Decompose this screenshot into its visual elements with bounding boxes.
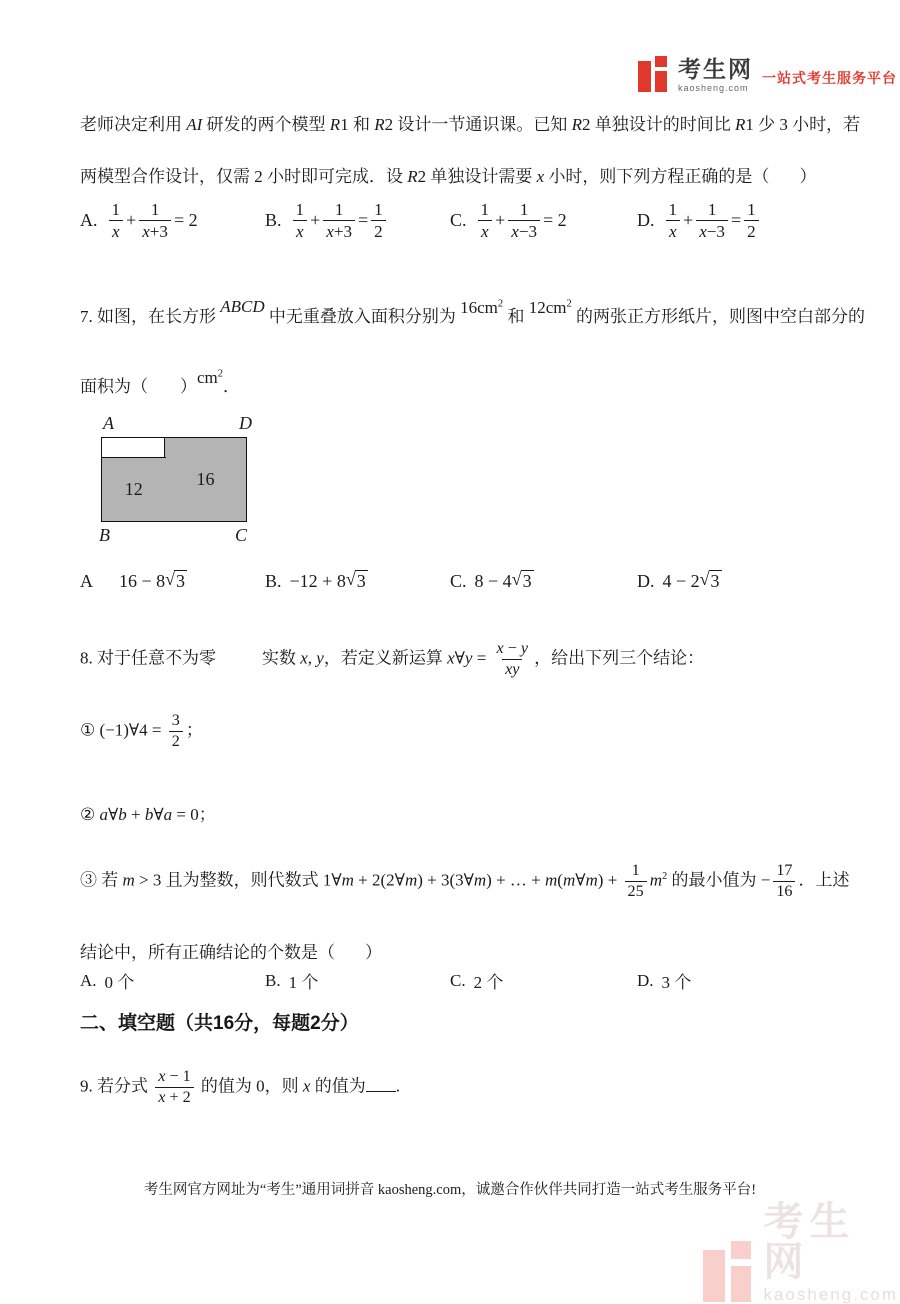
option-expression: 16 − 8 √ 3 xyxy=(119,569,186,591)
q7-text-line2: 面积为（ ）$cm^2$． xyxy=(80,368,241,396)
figure-corner-a: A xyxy=(103,413,114,433)
kaosheng-logo-icon xyxy=(638,56,669,93)
q8-option-c xyxy=(450,968,503,993)
option-label: A. xyxy=(80,970,97,990)
option-expression: $\frac{1}{x}$ + $\frac{1}{x-3}$ = 2 xyxy=(475,200,567,241)
q9-text-line: 9. 若分式 $\frac{x - 1}{x + 2}$ 的值为 0，则 x 的值为 . xyxy=(80,1068,400,1107)
brand-tagline: 一站式考生服务平台 xyxy=(762,70,897,86)
brand-text xyxy=(678,58,753,93)
option-expression: $\frac{1}{x}$ + $\frac{1}{x+3}$ = $\frac{1}{2}$ xyxy=(290,200,389,241)
kaosheng-watermark-icon xyxy=(703,1241,752,1303)
option-label: B. xyxy=(265,970,281,990)
figure-corner-b: B xyxy=(99,525,110,545)
option-expression: 1 个 xyxy=(288,973,319,992)
brand-domain: kaosheng.com xyxy=(678,83,749,93)
square-area-12: 12 xyxy=(102,457,166,521)
q8-option-d xyxy=(637,968,691,993)
q8-text-line1: 8. 对于任意不为零 实数 x, y，若定义新运算 x∀y = $\frac{x - y}{xy}$ ，给出下列三个结论： xyxy=(80,640,705,679)
option-expression: −12 + 8 √ 3 xyxy=(289,569,366,591)
option-label: B. xyxy=(265,210,282,231)
option-label: C. xyxy=(450,570,467,591)
option-expression: 4 − 2 √ 3 xyxy=(662,569,720,591)
q7-rectangle-figure xyxy=(95,413,275,548)
option-label: A xyxy=(80,570,93,591)
watermark-text xyxy=(763,1202,900,1303)
q6-option-c xyxy=(450,200,567,241)
option-expression: 2 个 xyxy=(473,973,504,992)
option-label: C. xyxy=(450,210,467,231)
q8-option-b xyxy=(265,968,318,993)
kaosheng-logo xyxy=(638,56,897,93)
footer-slogan: 考生网官方网址为“考生”通用词拼音 kaosheng.com，诚邀合作伙伴共同打造一站式考生服务平台! xyxy=(143,1182,757,1198)
q7-option-b xyxy=(265,570,368,593)
q8-closing-line: 结论中，所有正确结论的个数是（ ） xyxy=(80,943,382,962)
watermark-brand-name: 考生网 xyxy=(763,1200,856,1284)
q6-text-line2: 两模型合作设计，仅需 2 小时即可完成．设 R2 单独设计需要 x 小时，则下列方程正确的是（ ） xyxy=(80,167,817,186)
option-expression: 3 个 xyxy=(661,973,692,992)
section-2-heading: 二、填空题（共16分，每题2分） xyxy=(80,1013,359,1034)
option-label: D. xyxy=(637,570,655,591)
option-expression: 0 个 xyxy=(104,973,135,992)
option-expression: $\frac{1}{x}$ + $\frac{1}{x+3}$ = 2 xyxy=(106,200,198,241)
q8-option-a xyxy=(80,968,134,993)
q7-option-c xyxy=(450,570,534,593)
option-label: C. xyxy=(450,970,466,990)
q8-conclusion-1: ① (−1)∀4 = $\frac{3}{2}$ ； xyxy=(80,712,203,751)
option-expression: $\frac{1}{x}$ + $\frac{1}{x-3}$ = $\frac{1}{2}$ xyxy=(663,200,762,241)
square-area-16: 16 xyxy=(164,438,246,521)
q7-text-line1: 7. 如图，在长方形 ABCD 中无重叠放入面积分别为 $16cm^2$ 和 $12cm^2$ 的两张正方形纸片，则图中空白部分的 xyxy=(80,297,865,326)
figure-corner-d: D xyxy=(239,413,252,433)
option-label: B. xyxy=(265,570,282,591)
q6-option-a xyxy=(80,200,198,241)
q8-conclusion-3: ③ 若 m > 3 且为整数，则代数式 1∀m + 2(2∀m) + 3(3∀m) + … + m(m∀m) + $\frac{1}{25}$ $m^2$ 的最小值为 − $\frac{17}{16}$ ．上述 xyxy=(80,862,850,901)
brand-name: 考生网 xyxy=(678,56,753,82)
kaosheng-watermark xyxy=(703,1202,900,1303)
watermark-brand-domain: kaosheng.com xyxy=(763,1285,899,1304)
option-label: A. xyxy=(80,210,98,231)
q6-option-d xyxy=(637,200,762,241)
option-label: D. xyxy=(637,210,655,231)
figure-corner-c: C xyxy=(235,525,248,545)
option-label: D. xyxy=(637,970,654,990)
q7-option-d xyxy=(637,570,722,593)
q7-option-a xyxy=(80,570,187,593)
q8-conclusion-2: ② a∀b + b∀a = 0； xyxy=(80,805,216,824)
option-expression: 8 − 4 √ 3 xyxy=(474,569,532,591)
q6-text-line1: 老师决定利用 AI 研发的两个模型 R1 和 R2 设计一节通识课。已知 R2 单独设计的时间比 R1 少 3 小时，若 xyxy=(80,115,861,134)
q6-option-b xyxy=(265,200,389,241)
rectangle-abcd xyxy=(101,437,247,522)
